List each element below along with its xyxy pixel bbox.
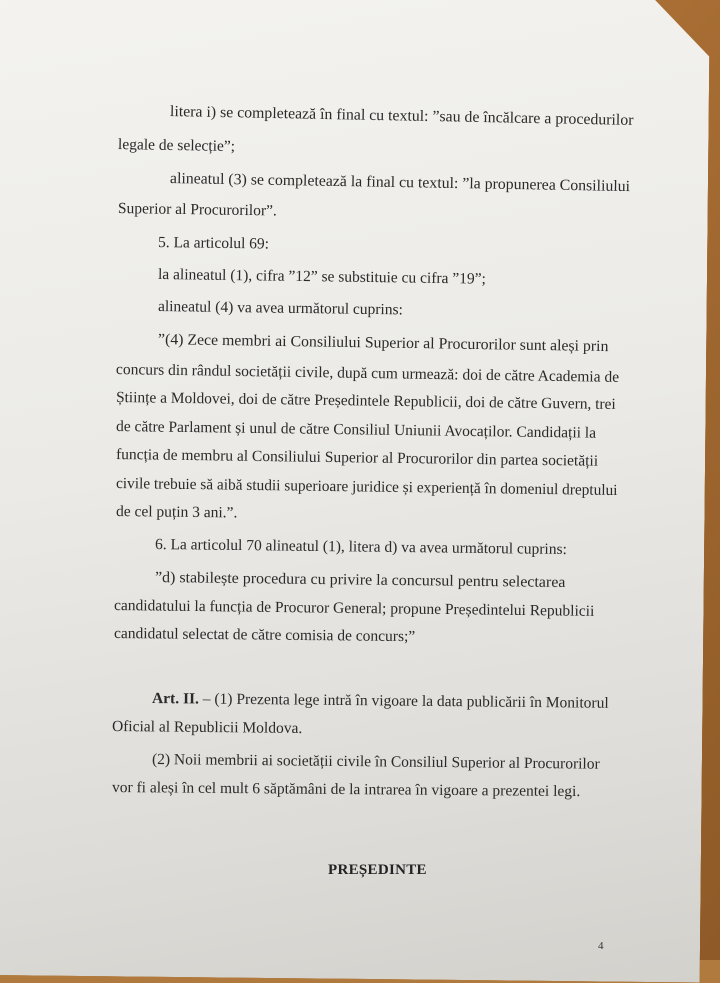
text-line: candidatului la funcția de Procuror General; propune Președintelui Republicii <box>113 597 595 620</box>
text-line: alineatul (3) se completează la final cu textul: ”la propunerea Consiliului <box>169 170 631 196</box>
text-line: ”d) stabilește procedura cu privire la concursul pentru selectarea <box>154 569 566 592</box>
text-line: alineatul (4) va avea următorul cuprins: <box>157 298 403 319</box>
text-line: (2) Noii membrii ai societății civile în Consiliul Superior al Procurorilor <box>151 751 600 773</box>
text-line: 5. La articolul 69: <box>157 234 270 253</box>
article-label: Art. II. <box>151 690 200 708</box>
text-line: de cel puțin 3 ani.”. <box>115 503 238 522</box>
text-line: candidatul selectat de către comisia de concurs;” <box>113 625 416 646</box>
text-line: la alineatul (1), cifra ”12” se substituie cu cifra ”19”; <box>157 266 487 288</box>
text-line: de către Parlament și unul de către Consiliul Uniunii Avocaților. Candidații la <box>115 418 597 442</box>
text-line: Oficial al Republicii Moldova. <box>111 718 303 737</box>
text-line: civile trebuie să aibă studii superioare juridice și experiență în domeniul dreptului <box>115 475 618 500</box>
article-text: – (1) Prezenta lege intră în vigoare la data publicării în Monitorul <box>202 690 609 712</box>
page-number: 4 <box>598 940 604 952</box>
text-line: funcția de membru al Consiliului Superior al Procurorilor din partea societății <box>115 446 599 470</box>
signature-title: PREȘEDINTE <box>328 862 427 878</box>
text-line: Superior al Procurorilor”. <box>117 200 277 220</box>
text-line: concurs din rândul societății civile, după cum urmează: doi de către Academia de <box>115 361 620 386</box>
text-line: Științe a Moldovei, doi de către Președintele Republicii, doi de către Guvern, trei <box>115 389 616 413</box>
text-line: litera i) se completează în final cu textul: ”sau de încălcare a procedurilor <box>169 103 634 129</box>
text-line: ”(4) Zece membri ai Consiliului Superior al Procurorilor sunt aleși prin <box>157 331 609 356</box>
text-line: legale de selecție”; <box>117 136 236 156</box>
text-line: 6. La articolul 70 alineatul (1), litera d) va avea următorul cuprins: <box>154 536 567 559</box>
text-line: vor fi aleși în cel mult 6 săptămâni de la intrarea în vigoare a prezentei legi. <box>111 779 581 801</box>
text-line <box>152 690 609 713</box>
